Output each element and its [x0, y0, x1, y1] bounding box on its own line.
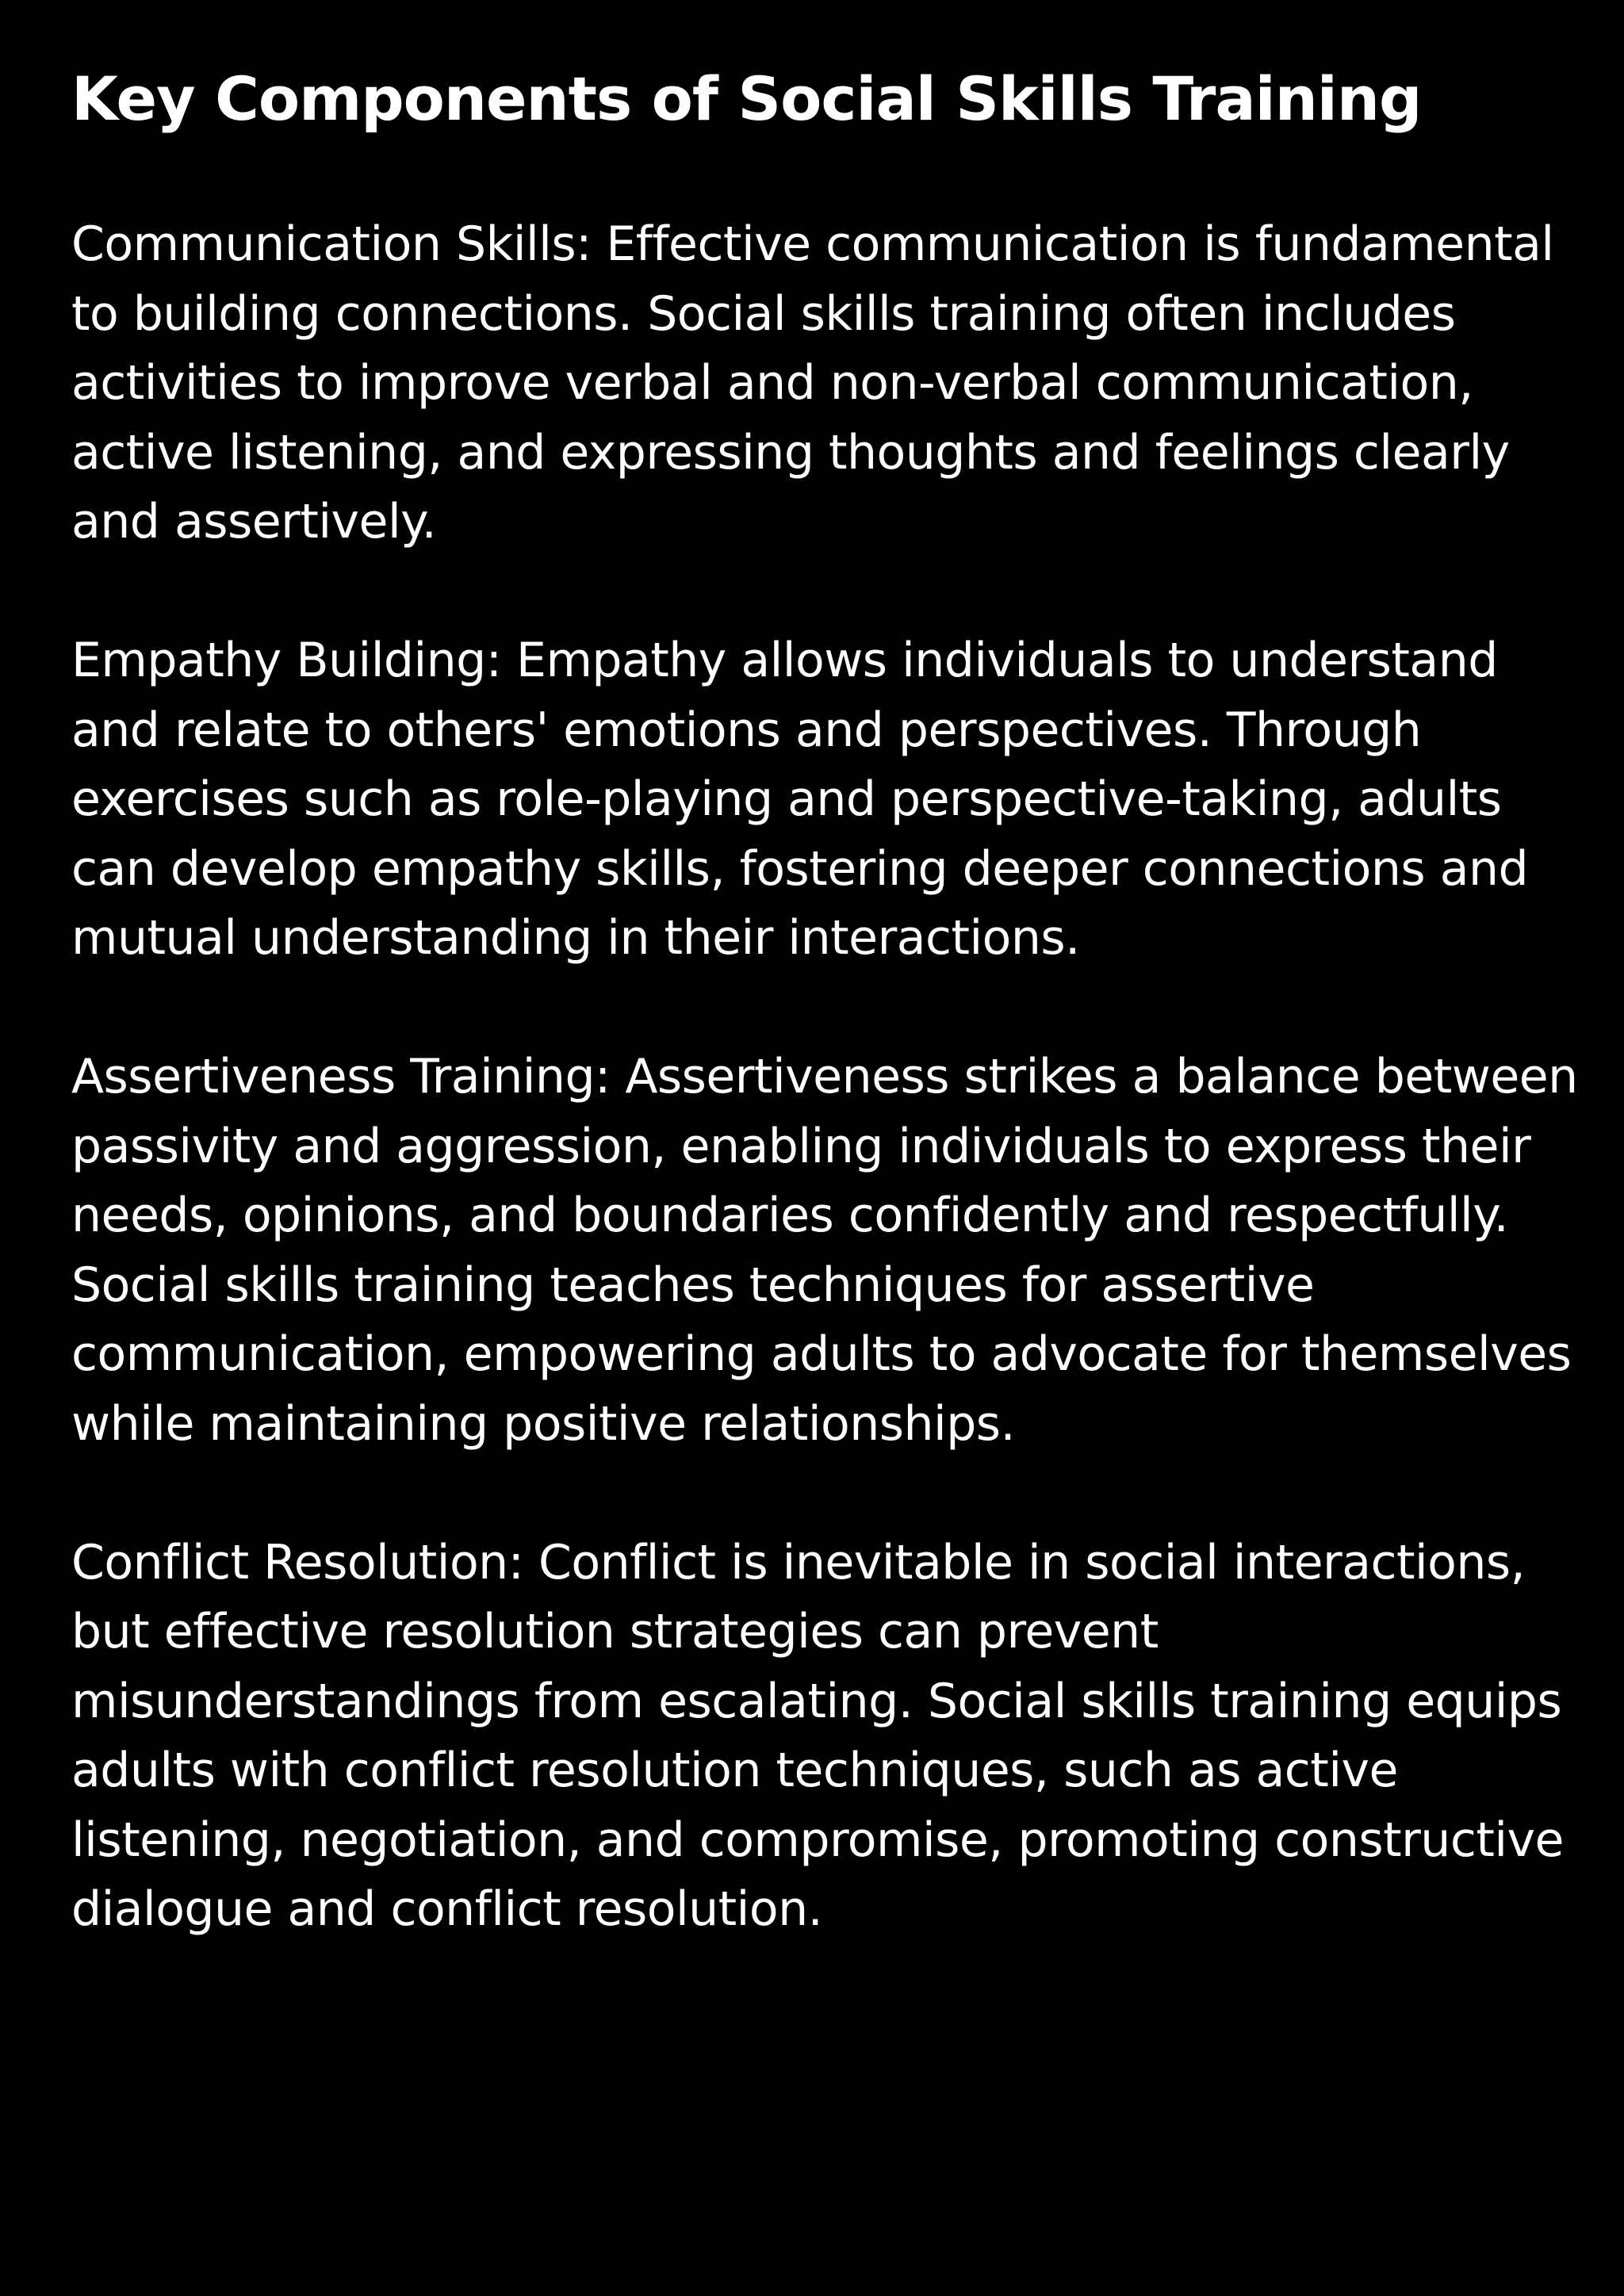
paragraph-conflict-resolution: Conflict Resolution: Conflict is inevitable in social interactions, but effective resolution strategies can prevent misunderstandings from escalating. Social skills training equips adults with conflict resolution techniques, such as active listening, negotiation, and compromise, promoting constructive dialogue and conflict resolution.: [71, 1534, 1564, 1937]
document-body: [71, 55, 1578, 1945]
page-title: Key Components of Social Skills Training: [71, 63, 1422, 134]
paragraph-empathy-building: Empathy Building: Empathy allows individuals to understand and relate to others' emotions and perspectives. Through exercises such as role-playing and perspective-taking, adults can develop empathy skills, fostering deeper connections and mutual understanding in their interactions.: [71, 633, 1529, 966]
paragraph-communication-skills: Communication Skills: Effective communication is fundamental to building connections. Social skills training often includes activities to improve verbal and non-verbal communication, active listening, and expressing thoughts and feelings clearly and assertively.: [71, 216, 1554, 549]
paragraph-assertiveness-training: Assertiveness Training: Assertiveness strikes a balance between passivity and aggression, enabling individuals to express their needs, opinions, and boundaries confidently and respectfully. Social skills training teaches techniques for assertive communication, empowering adults to advocate for themselves while maintaining positive relationships.: [71, 1049, 1578, 1452]
